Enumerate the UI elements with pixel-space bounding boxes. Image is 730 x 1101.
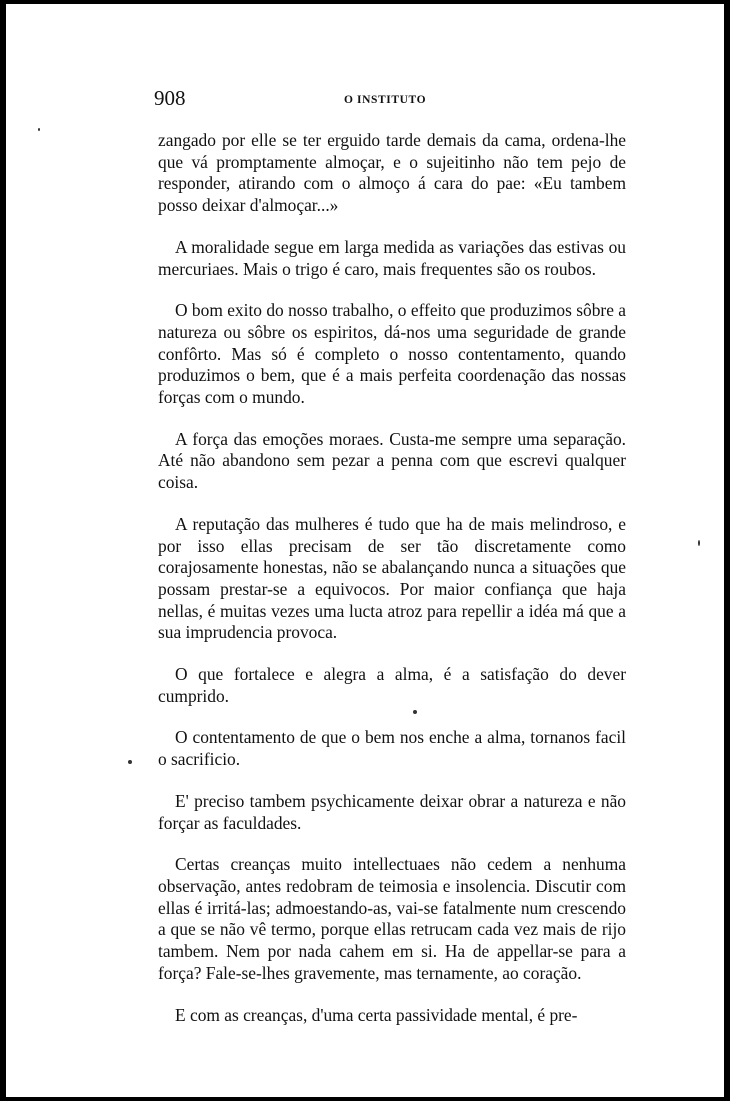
scan-speck: [128, 760, 132, 764]
book-page: [154, 82, 626, 1026]
paragraph: O bom exito do nosso trabalho, o effeito que produzimos sôbre a natureza ou sôbre os espiritos, dá-nos uma seguridade de grande confôrto. Mas só é completo o nosso contentamento, quando produzimos o bem, que é a mais perfeita coordenação das nossas forças com o mundo.: [158, 300, 626, 408]
paragraph: A força das emoções moraes. Custa-me sempre uma separação. Até não abandono sem pezar a penna com que escrevi qualquer coisa.: [158, 428, 626, 493]
body-text: [158, 130, 626, 1026]
scan-speck: [38, 128, 40, 131]
scan-border-bottom: [0, 1097, 730, 1101]
scan-border-right: [724, 0, 730, 1101]
paragraph: A moralidade segue em larga medida as variações das estivas ou mercuriaes. Mais o trigo é caro, mais frequentes são os roubos.: [158, 236, 626, 279]
scan-border-left: [0, 0, 6, 1101]
paragraph: O que fortalece e alegra a alma, é a satisfação do dever cumprido.: [158, 664, 626, 706]
scan-speck: [698, 540, 700, 546]
page-number: 908: [154, 86, 186, 110]
paragraph: zangado por elle se ter erguido tarde demais da cama, ordena-lhe que vá promptamente almoçar, e o sujeitinho não tem pejo de responder, atirando com o almoço á cara do pae: «Eu tambem posso deixar d'almoçar...»: [158, 130, 626, 216]
running-head: [154, 82, 626, 110]
paragraph: O contentamento de que o bem nos enche a alma, tornanos facil o sacrificio.: [158, 727, 626, 770]
paragraph: E' preciso tambem psychicamente deixar obrar a natureza e não forçar as faculdades.: [158, 790, 626, 833]
paragraph: Certas creanças muito intellectuaes não cedem a nenhuma observação, antes redobram de teimosia e insolencia. Discutir com ellas é irritá-las; admoestando-as, vai-se fatalmente num crescendo a que se não vê termo, porque ellas retrucam cada vez mais de rijo tambem. Nem por nada cahem em si. Ha de appellar-se para a força? Fale-se-lhes gravemente, mas ternamente, ao coração.: [158, 854, 626, 983]
paragraph: E com as creanças, d'uma certa passividade mental, é pre-: [175, 1004, 578, 1025]
paragraph: A reputação das mulheres é tudo que ha de mais melindroso, e por isso ellas precisam de ser tão discretamente como corajosamente honestas, não se abalançando nunca a situações que possam prestar-se a equivocos. Por maior confiança que haja nellas, é muitas vezes uma lucta atroz para repellir a idéa má que a sua imprudencia provoca.: [158, 513, 626, 643]
running-title: O INSTITUTO: [344, 94, 427, 106]
scan-border-top: [0, 0, 730, 4]
